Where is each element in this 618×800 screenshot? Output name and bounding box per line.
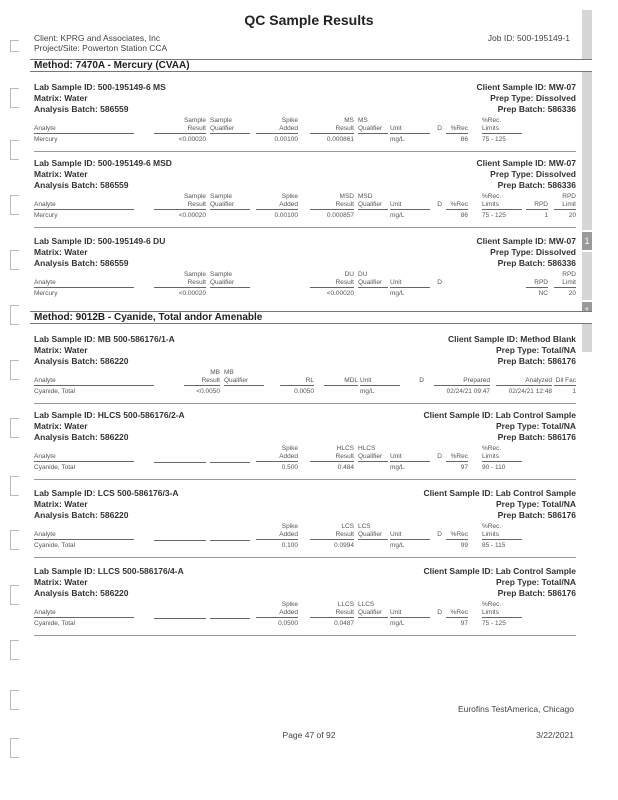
spike-added: 0.500 [281,464,298,471]
lab-sample-id: Lab Sample ID: 500-195149-6 MSD [34,158,172,168]
col-head: D [419,377,424,384]
col-head: %Rec [446,125,468,134]
rec: 99 [460,542,468,549]
blank-rule [154,540,206,541]
limits: 75 - 125 [482,136,506,143]
footer-company: Eurofins TestAmerica, Chicago [457,704,574,714]
col-head: Result [310,201,354,210]
col-head: Sample [210,193,233,200]
analysis-batch: Analysis Batch: 586220 [34,510,129,520]
result: 0.000857 [326,212,354,219]
col-head: Qualifier [224,377,264,386]
blank-rule [210,540,250,541]
col-head: Analyzed [496,377,552,386]
section-tab[interactable]: 1 [582,232,592,250]
col-head: Spike [281,601,298,608]
margin-mark [10,360,19,380]
col-head: Added [256,531,298,540]
qc-block-msd [34,158,576,228]
col-head: Result [310,609,354,618]
rpd: 1 [544,212,548,219]
col-head: Sample [183,193,206,200]
qc-block-ms [34,82,576,152]
margin-mark [10,476,19,496]
lab-sample-id: Lab Sample ID: LCS 500-586176/3-A [34,488,179,498]
col-head: MB [210,369,220,376]
lab-sample-id: Lab Sample ID: HLCS 500-586176/2-A [34,410,185,420]
col-head: MSD [358,193,373,200]
unit: mg/L [390,542,405,549]
col-head: Prepared [434,377,490,386]
limits: 75 - 125 [482,212,506,219]
margin-mark [10,250,19,270]
analyte: Cyanide, Total [34,620,76,627]
margin-mark [10,195,19,215]
matrix: Matrix: Water [34,247,88,257]
margin-mark [10,640,19,660]
rpd-limit: 20 [568,290,576,297]
client-sample-id: Client Sample ID: MW-07 [476,158,576,168]
analysis-batch: Analysis Batch: 586559 [34,104,129,114]
margin-mark [10,585,19,605]
col-head: Spike [281,117,298,124]
matrix: Matrix: Water [34,93,88,103]
analyte: Mercury [34,136,58,143]
spike-added: 0.00100 [274,136,298,143]
col-head: MSD [339,193,354,200]
unit: mg/L [390,212,405,219]
col-head: Sample [183,271,206,278]
col-head: Qualifier [358,201,388,210]
result: 0.484 [337,464,354,471]
client-sample-id: Client Sample ID: Lab Control Sample [423,410,576,420]
result: <0.0050 [196,388,220,395]
col-head: Unit [360,377,400,386]
prep-type: Prep Type: Dissolved [490,247,576,257]
matrix: Matrix: Water [34,169,88,179]
col-head: Sample [210,117,233,124]
col-head: Limits [482,609,522,618]
unit: mg/L [390,464,405,471]
divider [34,227,576,228]
tab-strip [582,322,592,352]
col-head: DU [344,271,354,278]
col-head: Qualifier [210,201,250,210]
margin-mark [10,305,19,325]
col-head: MS [358,117,368,124]
divider [34,635,576,636]
col-head: D [437,201,442,208]
lab-sample-id: Lab Sample ID: MB 500-586176/1-A [34,334,175,344]
sample-result: <0.00020 [178,212,206,219]
method-header: Method: 7470A - Mercury (CVAA) [30,59,592,72]
prep-batch: Prep Batch: 586336 [497,180,576,190]
col-head: %Rec. [482,601,502,608]
lab-sample-id: Lab Sample ID: LLCS 500-586176/4-A [34,566,184,576]
col-head: Qualifier [358,531,388,540]
client-sample-id: Client Sample ID: Lab Control Sample [423,488,576,498]
col-head: Unit [390,279,430,288]
prep-batch: Prep Batch: 586176 [497,356,576,366]
col-head: Analyte [34,377,154,386]
result: 0.000861 [326,136,354,143]
col-head: Added [256,125,298,134]
rpd-limit: 20 [568,212,576,219]
col-head: Result [310,531,354,540]
col-head: LLCS [358,601,375,608]
margin-mark [10,40,19,52]
prep-type: Prep Type: Total/NA [496,577,576,587]
col-head: LLCS [337,601,354,608]
col-head: DU [358,271,368,278]
col-head: Unit [390,125,430,134]
col-head: Qualifier [358,453,388,462]
analyte: Mercury [34,212,58,219]
col-head: RPD [562,193,576,200]
client-sample-id: Client Sample ID: MW-07 [476,236,576,246]
col-head: Spike [281,523,298,530]
unit: mg/L [390,620,405,627]
rec: 97 [460,620,468,627]
col-head: Added [256,609,298,618]
col-head: HLCS [336,445,354,452]
matrix: Matrix: Water [34,499,88,509]
lab-sample-id: Lab Sample ID: 500-195149-6 MS [34,82,166,92]
analysis-batch: Analysis Batch: 586220 [34,588,129,598]
result: <0.00020 [326,290,354,297]
page-title: QC Sample Results [244,12,374,28]
sample-result: <0.00020 [178,290,206,297]
col-head: Unit [390,531,430,540]
spike-added: 0.0500 [278,620,298,627]
qc-block-llcs [34,566,576,636]
col-head: LCS [341,523,354,530]
prep-type: Prep Type: Total/NA [496,421,576,431]
col-head: %Rec [446,201,468,210]
rpd: NC [538,290,548,297]
col-head: %Rec [446,609,468,618]
client-name: Client: KPRG and Associates, Inc [34,33,161,43]
analysis-batch: Analysis Batch: 586559 [34,180,129,190]
spike-added: 0.100 [281,542,298,549]
rec: 97 [460,464,468,471]
col-head: Spike [281,193,298,200]
rec: 86 [460,136,468,143]
col-head: RPD [562,271,576,278]
tab-strip [582,10,592,230]
col-head: D [437,609,442,616]
qc-block-lcs [34,488,576,558]
divider [34,557,576,558]
col-head: Analyte [34,531,134,540]
col-head: D [437,453,442,460]
col-head: Qualifier [358,125,388,134]
qc-block-mb [34,334,576,404]
prep-batch: Prep Batch: 586336 [497,104,576,114]
result: 0.0994 [334,542,354,549]
col-head: MS [344,117,354,124]
limits: 90 - 110 [482,464,506,471]
prep-batch: Prep Batch: 586176 [497,510,576,520]
col-head: LCS [358,523,371,530]
col-head: Limit [554,279,576,288]
client-sample-id: Client Sample ID: MW-07 [476,82,576,92]
blank-rule [154,462,206,463]
analysis-batch: Analysis Batch: 586220 [34,432,129,442]
divider [34,403,576,404]
prep-type: Prep Type: Total/NA [496,345,576,355]
margin-mark [10,140,19,160]
matrix: Matrix: Water [34,577,88,587]
col-head: Result [184,377,220,386]
col-head: Result [310,279,354,288]
col-head: Result [154,279,206,288]
col-head: D [437,279,442,286]
rec: 86 [460,212,468,219]
col-head: %Rec. [482,193,502,200]
matrix: Matrix: Water [34,421,88,431]
col-head: Qualifier [358,609,388,618]
prep-batch: Prep Batch: 586176 [497,432,576,442]
matrix: Matrix: Water [34,345,88,355]
col-head: RL [280,377,314,386]
col-head: Added [256,453,298,462]
unit: mg/L [390,290,405,297]
col-head: MDL [324,377,358,386]
client-sample-id: Client Sample ID: Method Blank [448,334,576,344]
col-head: Unit [390,453,430,462]
col-head: HLCS [358,445,376,452]
col-head: Qualifier [210,125,250,134]
limits: 75 - 125 [482,620,506,627]
col-head: Limits [482,531,522,540]
analyte: Mercury [34,290,58,297]
limits: 85 - 115 [482,542,506,549]
unit: mg/L [360,388,375,395]
margin-mark [10,690,19,710]
col-head: RPD [526,279,548,288]
col-head: MB [224,369,234,376]
col-head: Unit [390,201,430,210]
result: 0.0487 [334,620,354,627]
rl: 0.0050 [294,388,314,395]
analysis-batch: Analysis Batch: 586559 [34,258,129,268]
qc-block-du [34,236,576,306]
prep-type: Prep Type: Dissolved [490,93,576,103]
dil-fac: 1 [572,388,576,395]
spike-added: 0.00100 [274,212,298,219]
page-number: Page 47 of 92 [282,730,336,740]
lab-sample-id: Lab Sample ID: 500-195149-6 DU [34,236,166,246]
col-head: Analyte [34,279,134,288]
analyte: Cyanide, Total [34,464,76,471]
divider [34,151,576,152]
col-head: Added [256,201,298,210]
col-head: D [437,125,442,132]
col-head: RPD [526,201,548,210]
footer-date: 3/22/2021 [536,730,574,740]
analyte: Cyanide, Total [34,388,76,395]
margin-mark [10,88,19,108]
blank-rule [210,462,250,463]
margin-mark [10,530,19,550]
col-head: %Rec [446,453,468,462]
col-head: Result [154,201,206,210]
tab-strip [582,252,592,300]
col-head: Analyte [34,125,134,134]
col-head: Analyte [34,201,134,210]
col-head: Sample [183,117,206,124]
prep-type: Prep Type: Total/NA [496,499,576,509]
sample-result: <0.00020 [178,136,206,143]
col-head: Qualifier [210,279,250,288]
margin-mark [10,738,19,758]
col-head: D [437,531,442,538]
prep-batch: Prep Batch: 586176 [497,588,576,598]
col-head: Limits [482,453,522,462]
prepared: 02/24/21 09:47 [446,388,490,395]
qc-block-hlcs [34,410,576,480]
col-head: Sample [210,271,233,278]
col-head: %Rec. [482,117,502,124]
col-head: Analyte [34,453,134,462]
margin-mark [10,418,19,438]
client-sample-id: Client Sample ID: Lab Control Sample [423,566,576,576]
project-site: Project/Site: Powerton Station CCA [34,43,168,53]
col-head: Result [310,453,354,462]
col-head: %Rec [446,531,468,540]
method-header: Method: 9012B - Cyanide, Total andor Amenable [30,311,592,324]
job-id: Job ID: 500-195149-1 [487,33,570,43]
col-head: Spike [281,445,298,452]
col-head: Result [154,125,206,134]
divider [34,479,576,480]
col-head: Result [310,125,354,134]
col-head: Limits [482,201,522,210]
prep-type: Prep Type: Dissolved [490,169,576,179]
col-head: Qualifier [358,279,388,288]
blank-rule [154,618,206,619]
col-head: %Rec. [482,523,502,530]
analyte: Cyanide, Total [34,542,76,549]
analysis-batch: Analysis Batch: 586220 [34,356,129,366]
col-head: Limit [554,201,576,210]
prep-batch: Prep Batch: 586336 [497,258,576,268]
col-head: Limits [482,125,522,134]
col-head: Dil Fac [555,377,576,384]
analyzed: 02/24/21 12:48 [508,388,552,395]
col-head: %Rec. [482,445,502,452]
col-head: Unit [390,609,430,618]
blank-rule [210,618,250,619]
col-head: Analyte [34,609,134,618]
unit: mg/L [390,136,405,143]
